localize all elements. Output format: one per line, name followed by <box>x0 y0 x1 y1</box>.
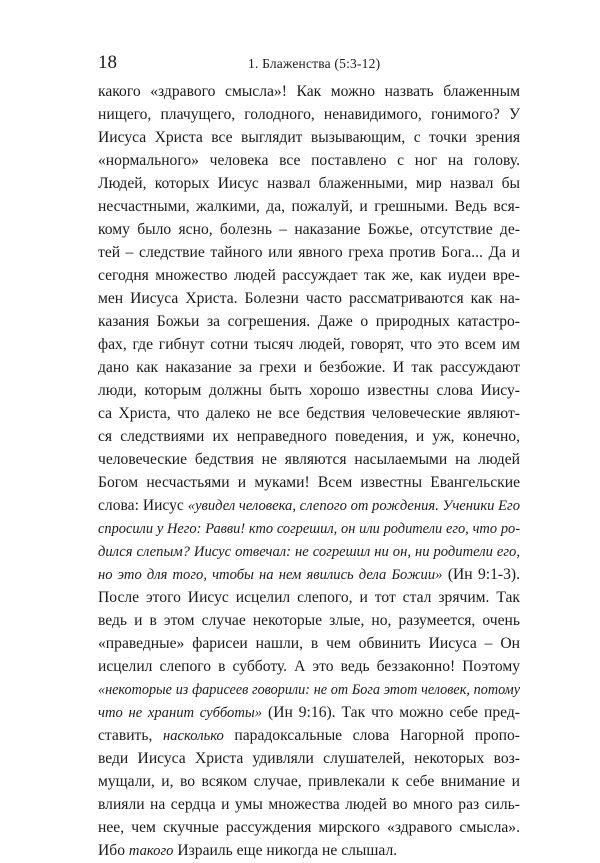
text-line <box>98 103 520 126</box>
text-run: влияли на сердца и умы множества людей во много раз силь- <box>98 796 520 813</box>
text-run: После этого Иисус исцелил слепого, и тот стал зрячим. Так <box>98 589 520 606</box>
text-run: веди Иисуса Христа удивляли слушателей, некоторых воз- <box>98 750 520 767</box>
text-run: «праведные» фарисеи нашли, в чем обвинить Иисуса – Он <box>98 635 520 652</box>
text-run: Ибо <box>98 842 129 859</box>
text-run: «нормального» человека все поставлено с ног на голову. <box>98 152 520 169</box>
text-run: Израиль еще никогда не слышал. <box>173 842 398 859</box>
text-run: несчастными, жалкими, да, пожалуй, и грешными. Ведь вся- <box>98 198 520 215</box>
text-line <box>98 172 520 195</box>
italic-quote: но это для того, чтобы на нем явились дела Божии» <box>98 567 443 583</box>
text-line <box>98 678 520 701</box>
text-line <box>98 425 520 448</box>
text-line <box>98 195 520 218</box>
text-line <box>98 471 520 494</box>
text-run: какого «здравого смысла»! Как можно назвать блаженным <box>98 83 520 100</box>
text-run: (Ин 9:16). Так что можно себе пред- <box>262 704 521 721</box>
text-line <box>98 793 520 816</box>
italic-quote: «некоторые из фарисеев говорили: не от Бога этот человек, потому <box>98 682 520 698</box>
text-run: Людей, которых Иисус назвал блаженными, мир назвал бы <box>98 175 520 192</box>
text-run: (Ин 9:1-3). <box>442 566 520 583</box>
body-text <box>98 80 520 862</box>
text-run: са Христа, что далеко не все бедствия человеческие являют- <box>98 405 520 422</box>
text-line <box>98 632 520 655</box>
text-line <box>98 310 520 333</box>
text-run: мен Иисуса Христа. Болезни часто рассматриваются как на- <box>98 290 520 307</box>
text-run: парадоксальные слова Нагорной пропо- <box>223 727 520 744</box>
italic-quote: что не хранит субботы» <box>98 705 263 721</box>
italic-quote: «увидел человека, слепого от рождения. Ученики Его <box>187 498 520 514</box>
text-line <box>98 333 520 356</box>
text-run: ставить, <box>98 727 163 744</box>
text-line <box>98 356 520 379</box>
text-run: дано как наказание за грехи и безбожие. И так рассуждают <box>98 359 520 376</box>
text-line <box>98 287 520 310</box>
text-run: сегодня множество людей рассуждает так же, как иудеи вре- <box>98 267 520 284</box>
italic-quote: насколько <box>162 728 224 744</box>
text-line <box>98 609 520 632</box>
running-head: 1. Блаженства (5:3-12) <box>248 56 381 71</box>
text-line <box>98 701 520 724</box>
text-line <box>98 80 520 103</box>
text-run: Иисуса Христа все выглядит вызывающим, с точки зрения <box>98 129 520 146</box>
text-run: люди, которым должны быть хорошо известны слова Иису- <box>98 382 520 399</box>
text-line <box>98 747 520 770</box>
text-line <box>98 540 520 563</box>
text-line <box>98 839 520 862</box>
text-run: казания Божьи за согрешения. Даже о природных катастро- <box>98 313 520 330</box>
text-line <box>98 517 520 540</box>
text-line <box>98 563 520 586</box>
text-line <box>98 448 520 471</box>
text-run: ведь и в этом случае некоторые злые, но, разумеется, очень <box>98 612 520 629</box>
text-line <box>98 379 520 402</box>
text-line <box>98 126 520 149</box>
text-line <box>98 816 520 839</box>
text-run: тей – следствие тайного или явного греха против Бога... Да и <box>98 244 520 261</box>
text-run: Богом несчастьями и муками! Всем известны Евангельские <box>98 474 520 491</box>
text-line <box>98 724 520 747</box>
text-run: нищего, плачущего, голодного, ненавидимого, гонимого? У <box>98 106 520 123</box>
text-run: нее, чем скучные рассуждения мирского «здравого смысла». <box>98 819 520 836</box>
italic-quote: спросили у Него: Равви! кто согрешил, он или родители его, что ро- <box>98 521 520 537</box>
text-run: фах, где гибнут сотни тысяч людей, говорят, что это всем им <box>98 336 520 353</box>
text-run: исцелил слепого в субботу. А это ведь беззаконно! Поэтому <box>98 658 520 675</box>
text-run: слова: Иисус <box>98 497 188 514</box>
page-header <box>98 52 520 76</box>
text-line <box>98 586 520 609</box>
text-line <box>98 149 520 172</box>
italic-quote: такого <box>128 843 174 859</box>
page-number: 18 <box>98 52 117 73</box>
text-line <box>98 264 520 287</box>
text-line <box>98 655 520 678</box>
text-run: кому было ясно, болезнь – наказание Божье, отсутствие де- <box>98 221 520 238</box>
text-run: человеческие бедствия не являются насылаемыми на людей <box>98 451 520 468</box>
italic-quote: дился слепым? Иисус отвечал: не согрешил ни он, ни родители его, <box>98 544 520 560</box>
text-line <box>98 402 520 425</box>
text-line <box>98 218 520 241</box>
text-line <box>98 770 520 793</box>
text-line <box>98 494 520 517</box>
text-run: ся следствиями их неправедного поведения, и уж, конечно, <box>98 428 520 445</box>
text-run: мущали, и, во всяком случае, привлекали к себе внимание и <box>98 773 520 790</box>
text-line <box>98 241 520 264</box>
